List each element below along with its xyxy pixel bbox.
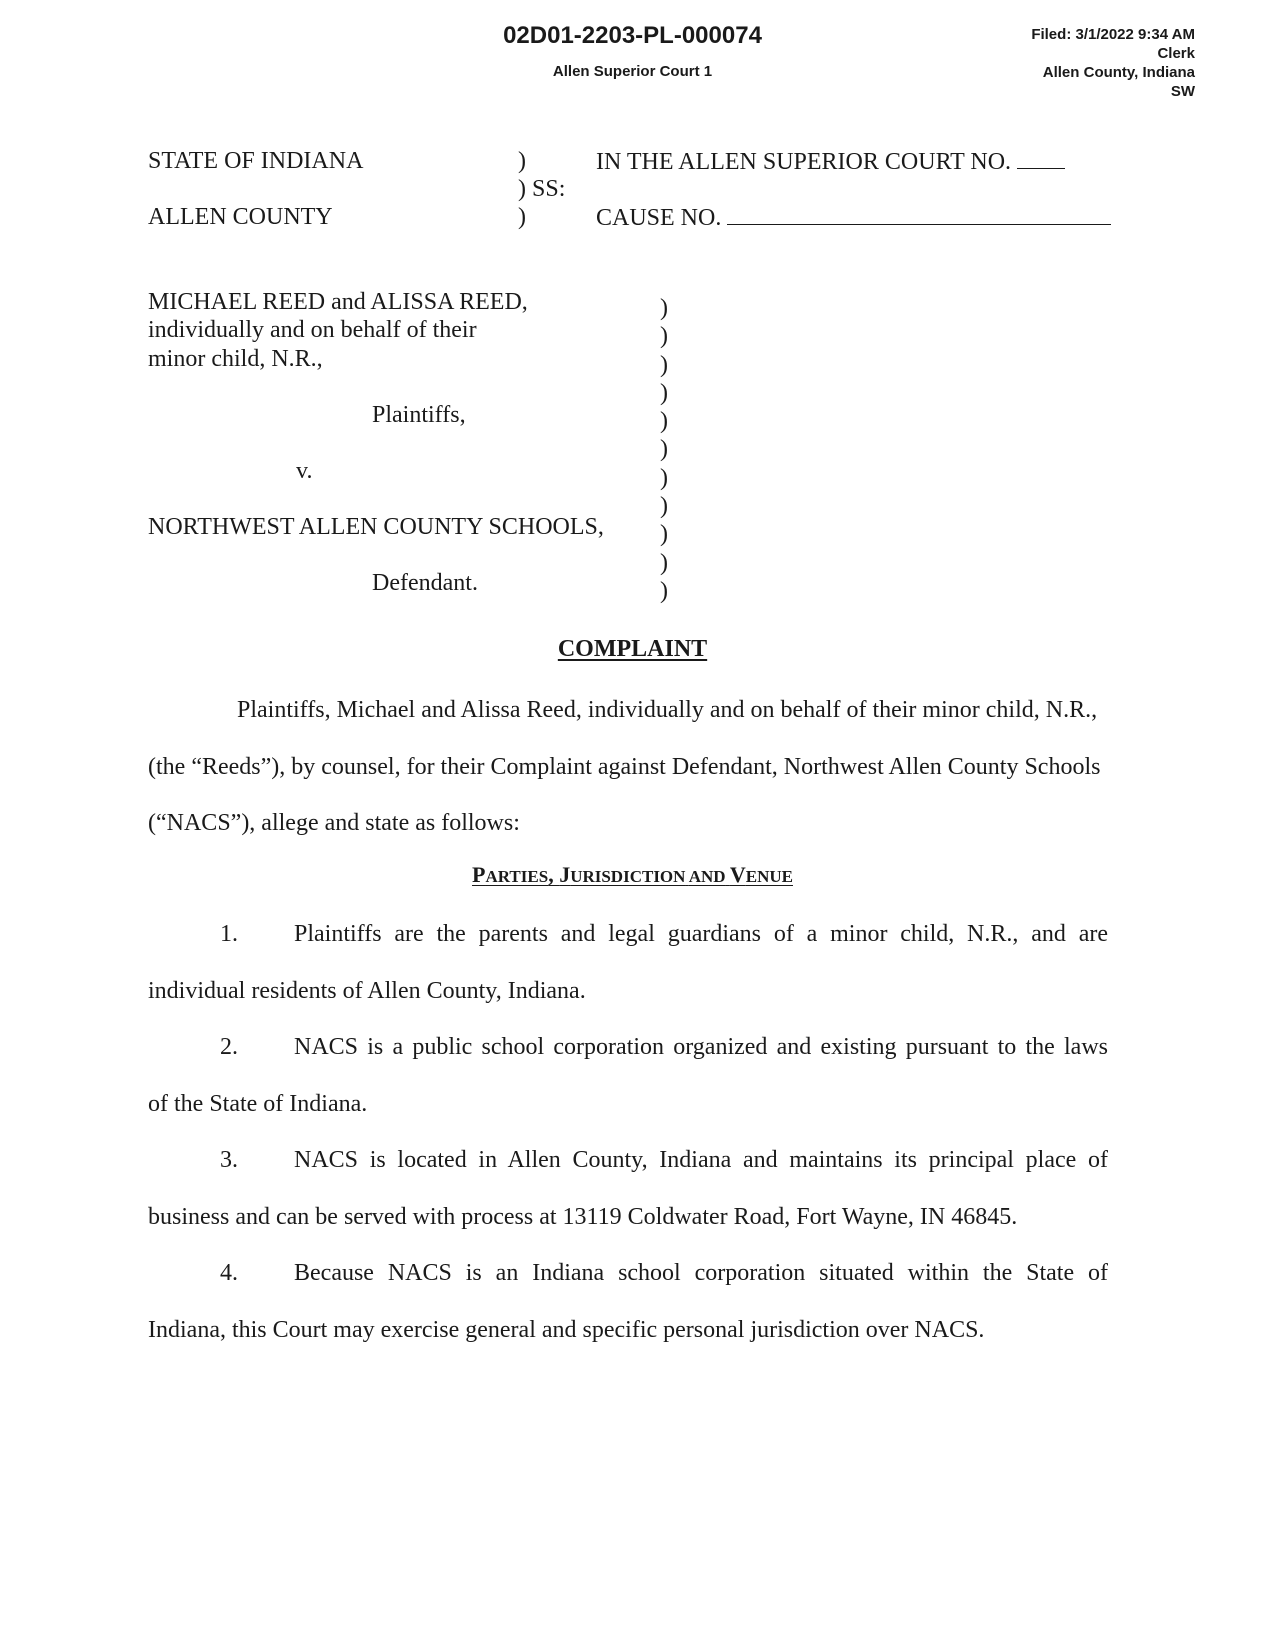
intro-line-3: (“NACS”), allege and state as follows:: [148, 810, 520, 837]
paren: ): [660, 351, 668, 378]
paragraph-text: Because NACS is an Indiana school corporation situated within the State of: [294, 1260, 1108, 1286]
paragraph-continuation: individual residents of Allen County, Indiana.: [148, 977, 586, 1004]
document-title: [0, 636, 1265, 663]
numbered-paragraph: [148, 1019, 1108, 1132]
intro-line-1: Plaintiffs, Michael and Alissa Reed, individually and on behalf of their minor child, N.R.,: [237, 697, 1098, 723]
paren: ): [660, 295, 668, 321]
paragraph-first-line: [148, 1245, 1108, 1302]
caption-court: [596, 148, 1065, 176]
caption-cause-label: CAUSE NO.: [596, 205, 722, 231]
paragraph-continuation: Indiana, this Court may exercise general and specific personal jurisdiction over NACS.: [148, 1316, 985, 1343]
filed-county: Allen County, Indiana: [1042, 64, 1195, 81]
paren: ): [660, 549, 668, 576]
paragraph-first-line: [148, 1019, 1108, 1076]
paragraph-continuation: business and can be served with process at 13119 Coldwater Road, Fort Wayne, IN 46845.: [148, 1203, 1018, 1230]
paren: ): [660, 379, 668, 406]
paren: ): [660, 521, 668, 548]
intro-line-2: (the “Reeds”), by counsel, for their Complaint against Defendant, Northwest Allen County Schools: [148, 753, 1101, 780]
plaintiffs-line-3: minor child, N.R.,: [148, 345, 323, 372]
plaintiffs-name: [148, 288, 528, 373]
paren: ): [660, 408, 668, 435]
heading-rest: ARTIES: [485, 867, 549, 886]
caption-paren-top: ): [518, 148, 526, 174]
caption-ss: ) SS:: [518, 176, 566, 202]
caption-paren-bottom: ): [518, 204, 526, 230]
filing-stamp: [1031, 25, 1195, 101]
paragraph-text: NACS is a public school corporation organized and existing pursuant to the laws: [294, 1034, 1108, 1060]
paragraph-number: 2.: [220, 1034, 238, 1060]
heading-cap: V: [729, 862, 746, 887]
paragraph-text: NACS is located in Allen County, Indiana and maintains its principal place of: [294, 1147, 1108, 1173]
plaintiffs-label: Plaintiffs,: [372, 402, 466, 428]
paragraph-number: 1.: [220, 921, 238, 947]
paragraph-number: 3.: [220, 1147, 238, 1173]
paren: ): [660, 323, 668, 350]
parties-paren-column: [660, 294, 668, 605]
heading-rest: ENUE: [745, 867, 793, 886]
paragraph-first-line: [148, 1132, 1108, 1189]
defendant-label: Defendant.: [372, 570, 478, 596]
plaintiffs-line-2: individually and on behalf of their: [148, 317, 477, 344]
caption-state: STATE OF INDIANA: [148, 148, 364, 174]
paragraph-continuation: of the State of Indiana.: [148, 1090, 368, 1117]
filed-initials: SW: [1170, 83, 1195, 100]
paragraph-number: 4.: [220, 1260, 238, 1286]
cause-number-blank: [727, 204, 1111, 225]
heading-cap: J: [559, 862, 571, 887]
complaint-title: COMPLAINT: [557, 636, 708, 662]
heading-rest: AND: [688, 867, 726, 886]
defendant-name: NORTHWEST ALLEN COUNTY SCHOOLS,: [148, 514, 604, 540]
section-heading: [0, 862, 1265, 888]
versus: v.: [296, 458, 313, 484]
paren: ): [660, 464, 668, 491]
court-number-blank: [1017, 148, 1065, 169]
court-name: Allen Superior Court 1: [552, 63, 713, 80]
filed-date: Filed: 3/1/2022 9:34 AM: [1031, 26, 1195, 43]
intro-paragraph: [148, 682, 1108, 852]
paragraph-text: Plaintiffs are the parents and legal guardians of a minor child, N.R., and are: [294, 921, 1108, 947]
heading-rest: URISDICTION: [570, 867, 686, 886]
numbered-paragraph: [148, 1132, 1108, 1245]
caption-cause: [596, 204, 1111, 232]
case-number: 02D01-2203-PL-000074: [503, 22, 762, 49]
caption-court-label: IN THE ALLEN SUPERIOR COURT NO.: [596, 149, 1012, 175]
heading-sep: ,: [548, 862, 560, 887]
caption-county: ALLEN COUNTY: [148, 204, 333, 230]
heading-cap: P: [472, 862, 486, 887]
paren: ): [660, 493, 668, 520]
numbered-paragraph: [148, 1245, 1108, 1358]
plaintiffs-line-1: MICHAEL REED and ALISSA REED,: [148, 289, 528, 315]
paren: ): [660, 436, 668, 463]
filed-clerk: Clerk: [1157, 45, 1195, 62]
paren: ): [660, 577, 668, 604]
numbered-paragraph: [148, 906, 1108, 1019]
paragraph-first-line: [148, 906, 1108, 963]
